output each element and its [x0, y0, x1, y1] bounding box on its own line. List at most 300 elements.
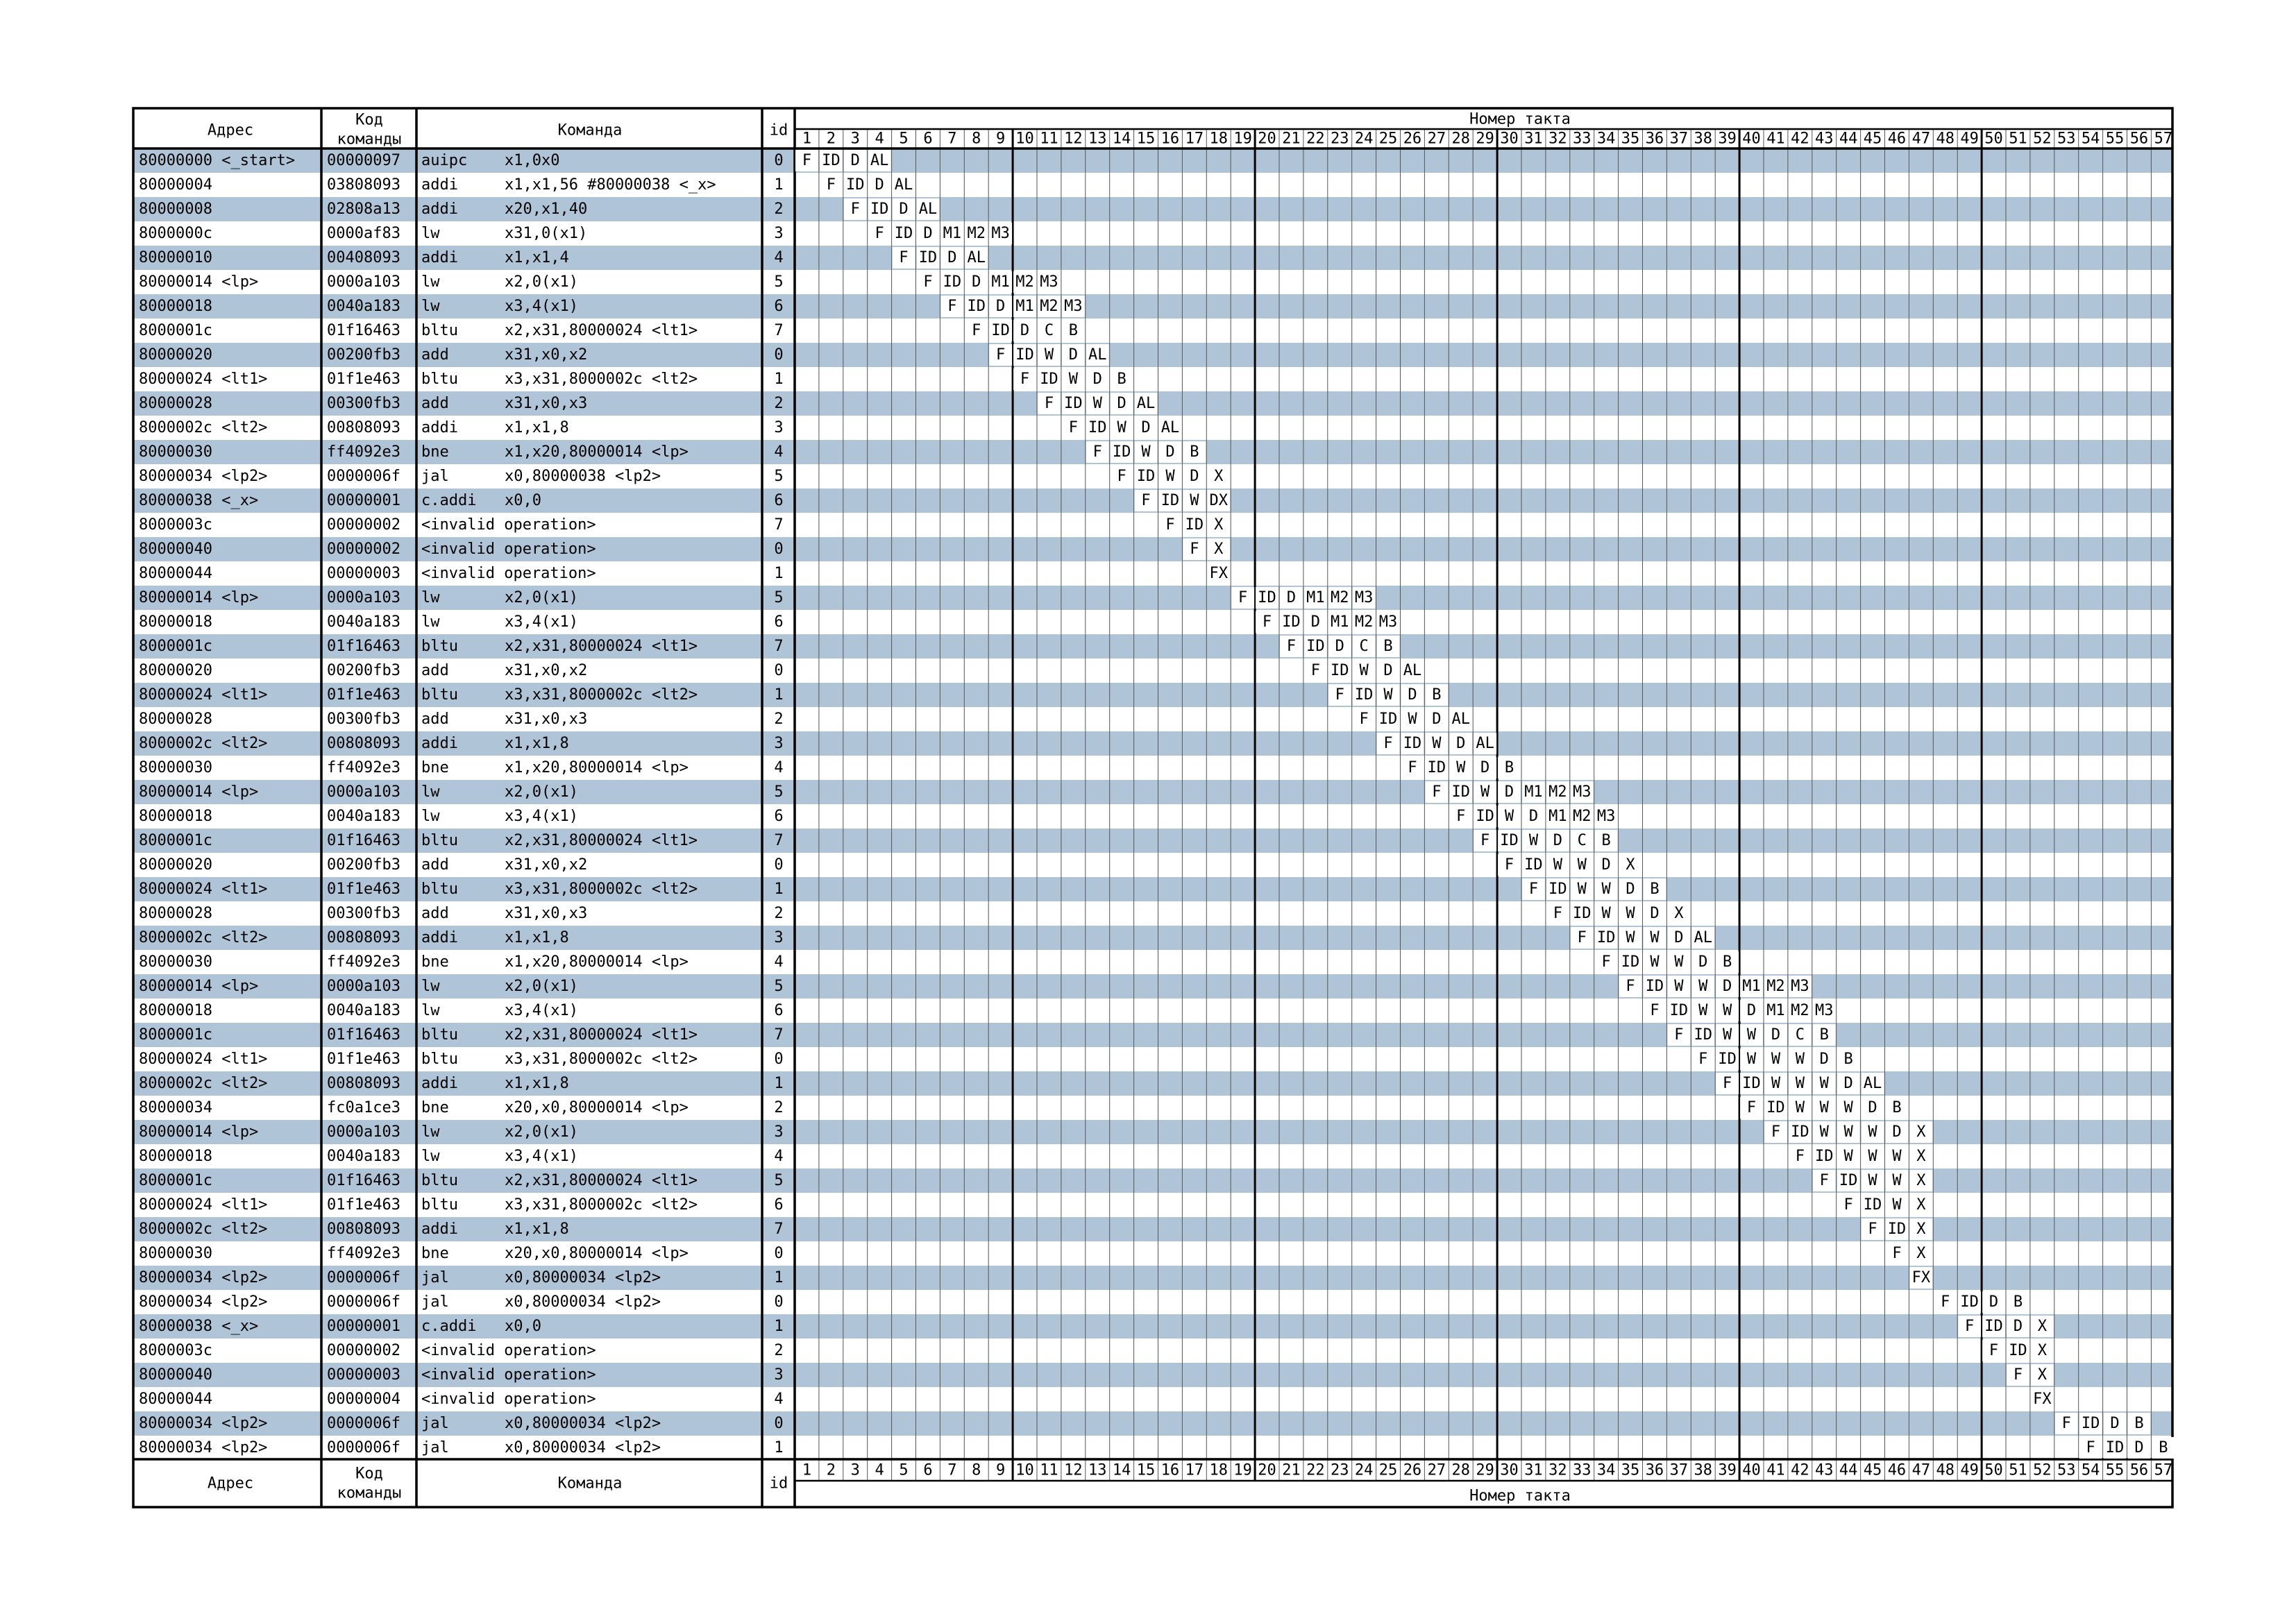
row-id: 0 [774, 1415, 784, 1432]
cycle-number: 22 [1306, 1461, 1325, 1479]
footer-cycle-number: Номер такта [1469, 1487, 1571, 1505]
row-code: 0000006f [327, 1439, 400, 1456]
table-row [139, 150, 891, 171]
stage-label: F [1989, 1342, 1999, 1359]
row-code: 0000a103 [327, 1123, 400, 1141]
stage-label: D [1819, 1051, 1829, 1068]
row-address: 80000028 [139, 395, 212, 412]
row-id: 4 [774, 1391, 784, 1408]
row-operands: x31,x0,x2 [505, 856, 588, 874]
row-code: 00000001 [327, 1318, 400, 1335]
table-row [139, 514, 1230, 536]
row-address: 80000038 <_x> [139, 1318, 259, 1335]
stage-label: F [1335, 686, 1344, 704]
stage-label: F [1553, 905, 1562, 922]
cycle-number: 40 [1742, 130, 1761, 148]
cycle-number: 7 [947, 1461, 957, 1479]
row-address: 80000040 [139, 541, 212, 558]
row-code: 0000a103 [327, 783, 400, 801]
cycle-number: 27 [1427, 1461, 1446, 1479]
row-mnemonic: add [421, 395, 449, 412]
stage-label: M3 [1791, 978, 1809, 995]
stage-label: M2 [1040, 298, 1058, 315]
stage-label: ID [1306, 638, 1325, 655]
row-operands: x31,x0,x2 [505, 346, 588, 364]
stage-label: F [1068, 419, 1078, 436]
row-operands: x0,80000034 <lp2> [505, 1269, 661, 1286]
row-id: 3 [774, 735, 784, 752]
stage-label: M1 [1742, 978, 1761, 995]
cycle-number: 41 [1766, 1461, 1785, 1479]
stage-label: F [1795, 1148, 1805, 1165]
row-code: 00408093 [327, 249, 400, 266]
row-operands: x3,4(x1) [505, 298, 578, 315]
stage-label: ID [1839, 1172, 1858, 1189]
stage-label: ID [1984, 1318, 2003, 1335]
cycle-number: 35 [1621, 130, 1640, 148]
row-id: 7 [774, 832, 784, 849]
cycle-number: 2 [826, 130, 836, 148]
cycle-number: 57 [2154, 130, 2173, 148]
row-mnemonic: c.addi [421, 492, 477, 509]
stage-label: ID [1791, 1123, 1809, 1141]
row-id: 3 [774, 225, 784, 242]
row-code: 00000002 [327, 541, 400, 558]
row-id: 5 [774, 783, 784, 801]
row-operands: x3,x31,8000002c <lt2> [505, 1051, 698, 1068]
stage-label: ID [1112, 443, 1131, 461]
stage-label: ID [1621, 953, 1640, 971]
cycle-number: 3 [850, 130, 860, 148]
row-mnemonic: add [421, 662, 449, 679]
row-address: 80000010 [139, 249, 212, 266]
row-address: 80000024 <lt1> [139, 686, 268, 704]
cycle-number: 26 [1403, 130, 1422, 148]
stage-label: X [1916, 1196, 1926, 1214]
row-code: fc0a1ce3 [327, 1099, 400, 1116]
stage-label: D [972, 273, 981, 291]
cycle-number: 47 [1911, 130, 1931, 148]
table-row [139, 563, 1230, 584]
footer-id: id [769, 1475, 788, 1493]
row-id: 2 [774, 905, 784, 922]
stage-label: F [899, 249, 909, 266]
stage-label: W [1528, 832, 1539, 849]
stage-label: W [1383, 686, 1393, 704]
row-address: 80000030 [139, 953, 212, 971]
stage-label: F [1044, 395, 1054, 412]
table-row [139, 1048, 1860, 1070]
row-mnemonic: bltu [421, 686, 458, 704]
row-operands: x1,0x0 [505, 152, 560, 169]
row-code: 01f16463 [327, 322, 400, 339]
row-id: 2 [774, 1099, 784, 1116]
row-mnemonic: jal [421, 468, 449, 485]
row-id: 0 [774, 856, 784, 874]
row-id: 0 [774, 541, 784, 558]
table-row [139, 271, 1061, 293]
row-address: 80000040 [139, 1366, 212, 1384]
stage-label: X [1214, 468, 1224, 485]
row-id: 3 [774, 1123, 784, 1141]
stage-label: M3 [1815, 1002, 1834, 1019]
row-mnemonic: addi [421, 419, 458, 436]
row-mnemonic: addi [421, 735, 458, 752]
cycle-number: 43 [1815, 1461, 1834, 1479]
stage-label: ID [1015, 346, 1034, 364]
stage-label: F [1650, 1002, 1660, 1019]
stage-label: ID [1500, 832, 1519, 849]
row-address: 80000030 [139, 759, 212, 776]
row-address: 80000014 <lp> [139, 589, 259, 606]
row-mnemonic: lw [421, 613, 440, 631]
row-code: 03808093 [327, 176, 400, 194]
cycle-number: 8 [972, 130, 981, 148]
stage-label: B [1723, 953, 1732, 971]
row-address: 80000024 <lt1> [139, 881, 268, 898]
stage-label: W [1843, 1148, 1853, 1165]
stage-label: D [1335, 638, 1344, 655]
stage-label: ID [1548, 881, 1567, 898]
row-mnemonic: addi [421, 201, 458, 218]
cycle-number: 55 [2105, 1461, 2125, 1479]
row-id: 1 [774, 1269, 784, 1286]
row-code: 00808093 [327, 419, 400, 436]
stage-label: D [996, 298, 1006, 315]
stage-label: B [1892, 1099, 1902, 1116]
cycle-number: 45 [1863, 130, 1882, 148]
stage-label: M1 [1306, 589, 1325, 606]
row-operands: x20,x1,40 [505, 201, 588, 218]
row-address: 8000002c <lt2> [139, 929, 268, 946]
row-address: 80000024 <lt1> [139, 1051, 268, 1068]
cycle-number: 54 [2081, 1461, 2100, 1479]
stage-label: D [1504, 783, 1514, 801]
cycle-number: 51 [2009, 130, 2027, 148]
cycle-number: 57 [2154, 1461, 2173, 1479]
stage-label: W [1746, 1026, 1757, 1044]
stage-label: D [1165, 443, 1175, 461]
stage-label: ID [1766, 1099, 1785, 1116]
cycle-number: 34 [1596, 130, 1616, 148]
row-code: 0000006f [327, 1415, 400, 1432]
row-code: 00200fb3 [327, 346, 400, 364]
row-operands: x3,4(x1) [505, 613, 578, 631]
stage-label: M2 [1354, 613, 1374, 631]
stage-label: D [1601, 856, 1611, 874]
stage-label: M3 [1573, 783, 1592, 801]
row-code: 01f16463 [327, 1026, 400, 1044]
row-id: 6 [774, 492, 784, 509]
stage-label: F [1310, 662, 1320, 679]
cycle-number: 4 [875, 130, 884, 148]
stage-label: D [875, 176, 884, 194]
row-operands: x2,x31,80000024 <lt1> [505, 832, 698, 849]
stage-label: D [899, 201, 909, 218]
stage-label: M1 [1015, 298, 1034, 315]
stage-label: W [1626, 929, 1635, 946]
row-code: 00000003 [327, 1366, 400, 1384]
row-operands: x1,x20,80000014 <lp> [505, 953, 689, 971]
row-id: 4 [774, 1148, 784, 1165]
row-address: 8000003c [139, 1342, 212, 1359]
stage-label: AL [1088, 346, 1107, 364]
row-id: 6 [774, 1196, 784, 1214]
row-id: 0 [774, 1245, 784, 1262]
row-address: 8000001c [139, 1172, 212, 1189]
row-mnemonic: addi [421, 1221, 458, 1238]
cycle-number: 6 [923, 1461, 933, 1479]
stage-label: M2 [1791, 1002, 1809, 1019]
row-mnemonic: add [421, 856, 449, 874]
row-id: 5 [774, 273, 784, 291]
row-code: 02808a13 [327, 201, 400, 218]
cycle-number: 42 [1791, 1461, 1809, 1479]
cycle-number: 49 [1960, 1461, 1979, 1479]
stage-label: F [1771, 1123, 1781, 1141]
stage-label: AL [1476, 735, 1494, 752]
stage-label: ID [1476, 808, 1494, 825]
row-operands: x31,0(x1) [505, 225, 588, 242]
stage-label: ID [894, 225, 913, 242]
stage-label: D [1626, 881, 1635, 898]
cycle-number: 28 [1451, 1461, 1470, 1479]
stage-label: M1 [1331, 613, 1349, 631]
stage-label: F [1504, 856, 1514, 874]
stage-label: D [1553, 832, 1562, 849]
stage-label: F [1456, 808, 1466, 825]
stage-label: W [1044, 346, 1054, 364]
row-address: 8000000c [139, 225, 212, 242]
row-operands: x3,x31,8000002c <lt2> [505, 686, 698, 704]
cycle-number: 24 [1354, 130, 1374, 148]
row-mnemonic: jal [421, 1293, 449, 1311]
row-id: 7 [774, 638, 784, 655]
row-id: 1 [774, 1318, 784, 1335]
cycle-number: 41 [1766, 130, 1785, 148]
stage-label: D [1480, 759, 1490, 776]
row-operands: x1,x20,80000014 <lp> [505, 759, 689, 776]
row-id: 5 [774, 1172, 784, 1189]
row-code: 01f1e463 [327, 1196, 400, 1214]
stage-label: D [1892, 1123, 1902, 1141]
row-id: 5 [774, 589, 784, 606]
cycle-number: 54 [2081, 130, 2100, 148]
stage-label: B [1843, 1051, 1853, 1068]
footer-command: Команда [557, 1475, 623, 1493]
stage-label: W [1577, 881, 1587, 898]
stage-label: D [1723, 978, 1732, 995]
cycle-number: 17 [1185, 130, 1204, 148]
row-address: 80000018 [139, 613, 212, 631]
stage-label: ID [1258, 589, 1276, 606]
cycle-number: 3 [850, 1461, 860, 1479]
row-mnemonic: lw [421, 808, 440, 825]
row-address: 80000008 [139, 201, 212, 218]
stage-label: AL [1136, 395, 1156, 412]
cycle-number: 56 [2129, 130, 2149, 148]
row-address: 80000014 <lp> [139, 1123, 259, 1141]
table-row [139, 1388, 2054, 1410]
stage-label: ID [1960, 1293, 1979, 1311]
stage-label: ID [1378, 711, 1398, 728]
row-id: 1 [774, 176, 784, 194]
cycle-number: 42 [1791, 130, 1809, 148]
stage-label: M2 [1573, 808, 1592, 825]
stage-label: ID [1645, 978, 1664, 995]
stage-label: X [1626, 856, 1635, 874]
row-mnemonic: c.addi [421, 1318, 477, 1335]
stage-label: ID [822, 152, 841, 169]
row-mnemonic: <invalid operation> [421, 565, 596, 582]
stage-label: D [923, 225, 933, 242]
cycle-number: 2 [826, 1461, 836, 1479]
stage-label: C [1795, 1026, 1805, 1044]
stage-label: M1 [943, 225, 962, 242]
row-id: 1 [774, 1439, 784, 1456]
row-mnemonic: lw [421, 273, 440, 291]
row-operands: x20,x0,80000014 <lp> [505, 1245, 689, 1262]
stage-label: AL [870, 152, 889, 169]
row-mnemonic: bne [421, 953, 449, 971]
stage-label: W [1068, 371, 1078, 388]
row-operands: x2,x31,80000024 <lt1> [505, 322, 698, 339]
row-code: 00000004 [327, 1391, 400, 1408]
stage-label: ID [1669, 1002, 1689, 1019]
row-id: 0 [774, 152, 784, 169]
stage-label: F [1383, 735, 1393, 752]
stage-label: F [2086, 1439, 2095, 1456]
cycle-number: 20 [1258, 130, 1276, 148]
row-address: 80000034 <lp2> [139, 1293, 268, 1311]
stage-label: F [1723, 1075, 1732, 1092]
cycle-number: 40 [1742, 1461, 1761, 1479]
stage-label: W [1698, 1002, 1708, 1019]
stage-label: ID [1185, 516, 1204, 534]
stage-label: ID [1451, 783, 1470, 801]
row-address: 80000034 <lp2> [139, 468, 268, 485]
row-code: 00000001 [327, 492, 400, 509]
cycle-number: 10 [1015, 130, 1034, 148]
cycle-number: 48 [1936, 130, 1955, 148]
cycle-number: 35 [1621, 1461, 1640, 1479]
stage-label: ID [1331, 662, 1349, 679]
stage-label: D [1746, 1002, 1757, 1019]
row-mnemonic: lw [421, 225, 440, 242]
cycle-number: 9 [996, 1461, 1006, 1479]
stage-label: W [1795, 1099, 1805, 1116]
row-code: 0040a183 [327, 298, 400, 315]
row-id: 0 [774, 1293, 784, 1311]
row-address: 80000038 <_x> [139, 492, 259, 509]
row-mnemonic: lw [421, 783, 440, 801]
stage-label: D [1068, 346, 1078, 364]
cycle-number: 49 [1960, 130, 1979, 148]
stage-label: W [1650, 953, 1660, 971]
cycle-number: 44 [1839, 130, 1858, 148]
stage-label: ID [1887, 1221, 1907, 1238]
cycle-number: 17 [1185, 1461, 1204, 1479]
cycle-number: 13 [1088, 130, 1107, 148]
cycle-number: 52 [2033, 130, 2052, 148]
row-operands: x3,x31,8000002c <lt2> [505, 1196, 698, 1214]
row-address: 80000014 <lp> [139, 273, 259, 291]
row-mnemonic: jal [421, 1439, 449, 1456]
stage-label: ID [1088, 419, 1107, 436]
header-code-line1: Код [355, 111, 383, 129]
row-code: 00808093 [327, 1075, 400, 1092]
row-mnemonic: bltu [421, 1196, 458, 1214]
row-address: 8000002c <lt2> [139, 735, 268, 752]
stage-label: W [1674, 953, 1684, 971]
row-address: 8000002c <lt2> [139, 1221, 268, 1238]
stage-label: F [1819, 1172, 1829, 1189]
row-address: 80000028 [139, 905, 212, 922]
cycle-number: 19 [1233, 1461, 1252, 1479]
row-mnemonic: jal [421, 1269, 449, 1286]
stage-label: ID [1596, 929, 1616, 946]
stage-label: W [1650, 929, 1660, 946]
row-id: 2 [774, 711, 784, 728]
stage-label: M3 [1378, 613, 1398, 631]
table-row [139, 951, 1739, 973]
row-mnemonic: bltu [421, 881, 458, 898]
stage-label: W [1723, 1026, 1732, 1044]
row-operands: x1,x1,4 [505, 249, 569, 266]
header-command: Команда [557, 121, 623, 139]
row-operands: x0,80000038 <lp2> [505, 468, 661, 485]
stage-label: W [1698, 978, 1708, 995]
stage-label: ID [1524, 856, 1543, 874]
stage-label: X [1214, 541, 1224, 558]
cycle-number: 25 [1378, 130, 1398, 148]
row-address: 80000000 <_start> [139, 152, 296, 169]
row-code: 00300fb3 [327, 711, 400, 728]
row-address: 8000001c [139, 638, 212, 655]
stage-label: F [1262, 613, 1272, 631]
table-row [139, 368, 1133, 390]
cycle-number: 18 [1209, 1461, 1228, 1479]
row-id: 2 [774, 395, 784, 412]
table-row [139, 1291, 2029, 1313]
row-address: 80000020 [139, 346, 212, 364]
stage-label: D [1286, 589, 1297, 606]
stage-label: M1 [1524, 783, 1543, 801]
row-mnemonic: <invalid operation> [421, 516, 596, 534]
cycle-number: 26 [1403, 1461, 1422, 1479]
row-code: 0040a183 [327, 808, 400, 825]
row-code: 00000097 [327, 152, 400, 169]
stage-label: AL [1403, 662, 1422, 679]
cycle-number: 22 [1306, 130, 1325, 148]
row-id: 1 [774, 565, 784, 582]
row-mnemonic: add [421, 711, 449, 728]
stage-label: AL [1160, 419, 1180, 436]
row-address: 80000020 [139, 662, 212, 679]
stage-label: F [1408, 759, 1417, 776]
stage-label: ID [1160, 492, 1180, 509]
table-row [139, 1243, 1932, 1264]
row-mnemonic: addi [421, 1075, 458, 1092]
stage-label: F [1432, 783, 1442, 801]
stage-label: B [2134, 1415, 2144, 1432]
cycle-number: 39 [1718, 1461, 1737, 1479]
cycle-number: 11 [1040, 130, 1058, 148]
row-operands: x31,x0,x3 [505, 905, 588, 922]
stage-label: X [1916, 1123, 1926, 1141]
cycle-number: 4 [875, 1461, 884, 1479]
row-operands: x2,0(x1) [505, 978, 578, 995]
